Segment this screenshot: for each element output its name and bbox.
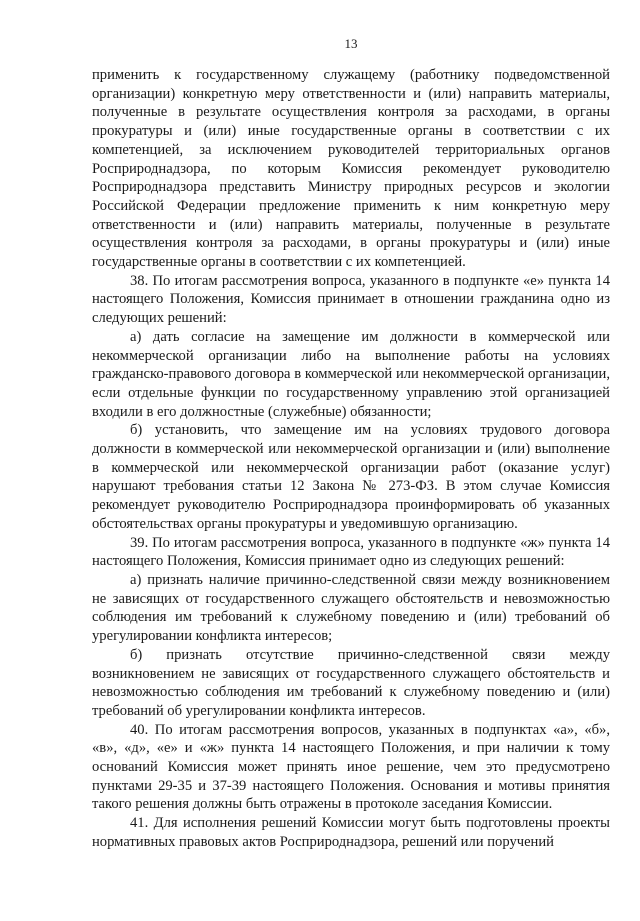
paragraph-40: 40. По итогам рассмотрения вопросов, указанных в подпунктах «а», «б», «в», «д», «е» и «ж» пункта 14 настоящего Положения, и при наличии к тому оснований Комиссия может принять иное решение, чем это предусмотрено пунктами 29-35 и 37-39 настоящего Положения. Основания и мотивы принятия такого решения должны быть отражены в протоколе заседания Комиссии. xyxy=(92,721,610,813)
paragraph-41: 41. Для исполнения решений Комиссии могут быть подготовлены проекты нормативных правовых актов Росприроднадзора, решений или поручений xyxy=(92,815,610,850)
paragraph-39: 39. По итогам рассмотрения вопроса, указанного в подпункте «ж» пункта 14 настоящего Положения, Комиссия принимает одно из следующих решений: xyxy=(92,534,610,570)
paragraph-39-b: б) признать отсутствие причинно-следственной связи между возникновением не зависящих от государственного служащего обстоятельств и невозможностью соблюдения им требований к служебному поведению и (или) требований об урегулировании конфликта интересов. xyxy=(92,646,610,719)
paragraph-38-b: б) установить, что замещение им на условиях трудового договора должности в коммерческой или некоммерческой организации и (или) выполнение в коммерческой или некоммерческой организации работ (оказание услуг) нарушают требования статьи 12 Закона № 273-ФЗ. В этом случае Комиссия рекомендует руководителю Росприроднадзора проинформировать об указанных обстоятельствах органы прокуратуры и уведомившую организацию. xyxy=(92,422,610,532)
paragraph-38-a: а) дать согласие на замещение им должности в коммерческой или некоммерческой организации либо на выполнение работы на условиях гражданско-правового договора в коммерческой или некоммерческой организации, если отдельные функции по государственному управлению этой организацией входили в его должностные (служебные) обязанности; xyxy=(92,328,610,420)
paragraph-39-a: а) признать наличие причинно-следственной связи между возникновением не зависящих от государственного служащего обстоятельств и невозможностью соблюдения им требований к служебному поведению и (или) требований об урегулировании конфликта интересов; xyxy=(92,571,610,645)
paragraph-37-continuation: применить к государственному служащему (работнику подведомственной организации) конкретную меру ответственности и (или) направить материалы, полученные в результате осуществления контроля за расходами, в органы прокуратуры и (или) иные государственные органы в соответствии с их компетенцией, за исключением руководителей территориальных органов Росприроднадзора, по которым Комиссия рекомендует руководителю Росприроднадзора представить Министру природных ресурсов и экологии Российской Федерации предложение применить к ним конкретную меру ответственности и (или) направить материалы, полученные в результате осуществления контроля за расходами, в органы прокуратуры и (или) иные государственные органы в соответствии с их компетенцией. xyxy=(92,67,610,271)
paragraph-38: 38. По итогам рассмотрения вопроса, указанного в подпункте «е» пункта 14 настоящего Положения, Комиссия принимает в отношении гражданина одно из следующих решений: xyxy=(92,272,610,327)
page-number: 13 xyxy=(344,36,358,51)
document-body xyxy=(92,66,610,852)
